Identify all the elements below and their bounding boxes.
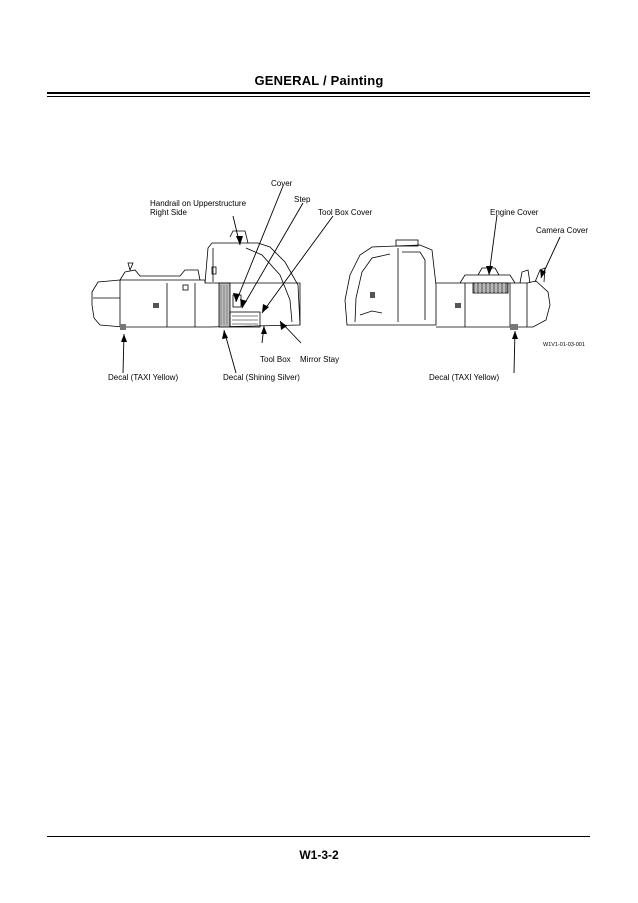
page-number: W1-3-2 — [299, 848, 339, 862]
label-handrail-line1: Handrail on Upperstructure — [150, 199, 247, 208]
figure-id: W1V1-01-03-001 — [543, 342, 585, 348]
label-step: Step — [294, 195, 311, 204]
label-cover: Cover — [271, 179, 293, 188]
label-decal-shining-silver: Decal (Shining Silver) — [223, 373, 300, 382]
left-machine-view — [92, 231, 300, 330]
label-camera-cover: Camera Cover — [536, 226, 589, 235]
label-tool-box: Tool Box — [260, 355, 291, 364]
label-tool-box-cover: Tool Box Cover — [318, 208, 373, 217]
label-handrail-line2: Right Side — [150, 208, 187, 217]
page-title: GENERAL / Painting — [254, 73, 384, 88]
label-decal-taxi-yellow-left: Decal (TAXI Yellow) — [108, 373, 179, 382]
right-machine-view — [345, 240, 550, 330]
label-decal-taxi-yellow-right: Decal (TAXI Yellow) — [429, 373, 500, 382]
footer-rule — [47, 836, 590, 837]
label-engine-cover: Engine Cover — [490, 208, 539, 217]
label-mirror-stay: Mirror Stay — [300, 355, 340, 364]
